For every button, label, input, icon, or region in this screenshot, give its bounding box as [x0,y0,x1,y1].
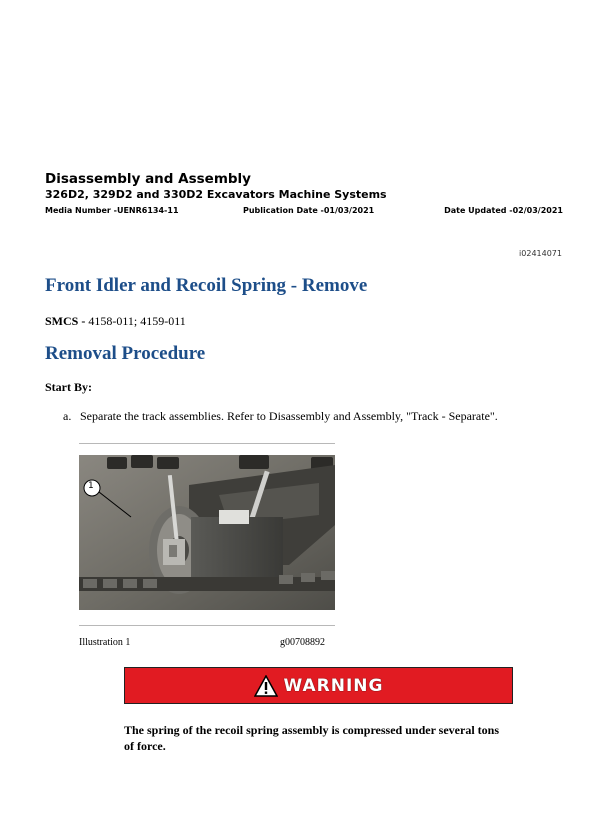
section-title: Front Idler and Recoil Spring - Remove [45,275,368,296]
smcs-codes: 4158-011; 4159-011 [88,314,186,328]
idler-photo-graphic [79,455,335,610]
document-header-title: Disassembly and Assembly [45,171,251,187]
step-text: Separate the track assemblies. Refer to Disassembly and Assembly, "Track - Separate". [80,409,498,423]
illustration-bottom-rule [79,625,335,626]
step-item [63,409,498,424]
publication-date: Publication Date -01/03/2021 [243,206,375,215]
start-by-label: Start By: [45,380,92,394]
illustration-top-rule [79,443,335,444]
warning-label: WARNING [283,675,384,696]
warning-banner [124,667,513,704]
smcs-line [45,314,186,329]
illustration-photo [79,455,335,610]
callout-1-label: 1 [88,481,94,491]
warning-triangle-icon [254,675,278,697]
step-marker: a. [63,409,72,423]
procedure-title: Removal Procedure [45,343,206,364]
graphic-id: g00708892 [280,637,325,648]
media-number: Media Number -UENR6134-11 [45,206,179,215]
smcs-label: SMCS - [45,314,86,328]
document-id: i02414071 [519,249,562,258]
date-updated: Date Updated -02/03/2021 [444,206,563,215]
illustration-caption: Illustration 1 [79,637,131,648]
warning-message: The spring of the recoil spring assembly is compressed under several tons of force. [124,723,500,753]
document-header-subtitle: 326D2, 329D2 and 330D2 Excavators Machine Systems [45,188,387,201]
